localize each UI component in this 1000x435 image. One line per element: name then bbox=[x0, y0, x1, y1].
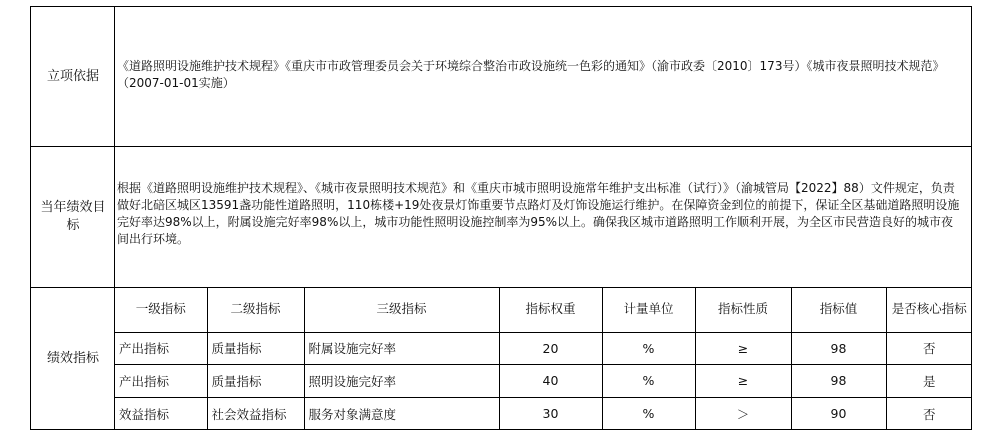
cell-level3: 服务对象满意度 bbox=[304, 397, 499, 430]
goal-text: 根据《道路照明设施维护技术规程》、《城市夜景照明技术规范》和《重庆市城市照明设施常年维护支出标准（试行）》（渝城管局【2022】88）文件规定，负责做好北碚区城区13591盏功能性道路照明，110栋楼+19处夜景灯饰重要节点路灯及灯饰设施运行维护。在保障资金到位的前提下，保证全区基础道路照明设施完好率达98%以上，附属设施完好率98%以上，城市功能性照明设施控制率为95%以上。确保我区城市道路照明工作顺利开展，为全区市民营造良好的城市夜间出行环境。 bbox=[117, 181, 960, 246]
cell-weight: 40 bbox=[499, 365, 602, 398]
col-header-unit: 计量单位 bbox=[602, 287, 695, 332]
col-header-core: 是否核心指标 bbox=[886, 287, 972, 332]
table-row bbox=[115, 365, 972, 398]
cell-value: 90 bbox=[791, 397, 886, 430]
cell-weight: 30 bbox=[499, 397, 602, 430]
cell-level1: 效益指标 bbox=[115, 397, 207, 430]
indicators-label: 绩效指标 bbox=[46, 351, 99, 366]
row-divider bbox=[31, 146, 971, 147]
cell-unit: % bbox=[602, 332, 695, 365]
cell-core: 是 bbox=[886, 365, 972, 398]
col-header-level1: 一级指标 bbox=[115, 287, 207, 332]
col-header-value: 指标值 bbox=[791, 287, 886, 332]
table-row bbox=[115, 397, 972, 430]
cell-unit: % bbox=[602, 397, 695, 430]
cell-core: 否 bbox=[886, 332, 972, 365]
table-row bbox=[115, 332, 972, 365]
cell-nature: ≥ bbox=[695, 332, 791, 365]
basis-text: 《道路照明设施维护技术规程》《重庆市市政管理委员会关于环境综合整治市政设施统一色彩的通知》（渝市政委〔2010〕173号）《城市夜景照明技术规范》（2007-01-01实施） bbox=[117, 59, 945, 90]
cell-level2: 质量指标 bbox=[207, 365, 304, 398]
cell-core: 否 bbox=[886, 397, 972, 430]
cell-level3: 附属设施完好率 bbox=[304, 332, 499, 365]
cell-level1: 产出指标 bbox=[115, 332, 207, 365]
cell-level2: 社会效益指标 bbox=[207, 397, 304, 430]
cell-unit: % bbox=[602, 365, 695, 398]
goal-label: 当年绩效目标 bbox=[40, 200, 106, 233]
cell-nature: ≥ bbox=[695, 365, 791, 398]
cell-weight: 20 bbox=[499, 332, 602, 365]
col-header-level3: 三级指标 bbox=[304, 287, 499, 332]
cell-value: 98 bbox=[791, 332, 886, 365]
indicator-header-row bbox=[115, 287, 972, 332]
col-header-weight: 指标权重 bbox=[499, 287, 602, 332]
cell-level1: 产出指标 bbox=[115, 365, 207, 398]
performance-table bbox=[30, 6, 972, 430]
cell-value: 98 bbox=[791, 365, 886, 398]
basis-label: 立项依据 bbox=[46, 68, 99, 84]
cell-level2: 质量指标 bbox=[207, 332, 304, 365]
col-header-level2: 二级指标 bbox=[207, 287, 304, 332]
col-header-nature: 指标性质 bbox=[695, 287, 791, 332]
cell-level3: 照明设施完好率 bbox=[304, 365, 499, 398]
cell-nature: ＞ bbox=[695, 397, 791, 430]
indicator-table bbox=[115, 287, 972, 430]
